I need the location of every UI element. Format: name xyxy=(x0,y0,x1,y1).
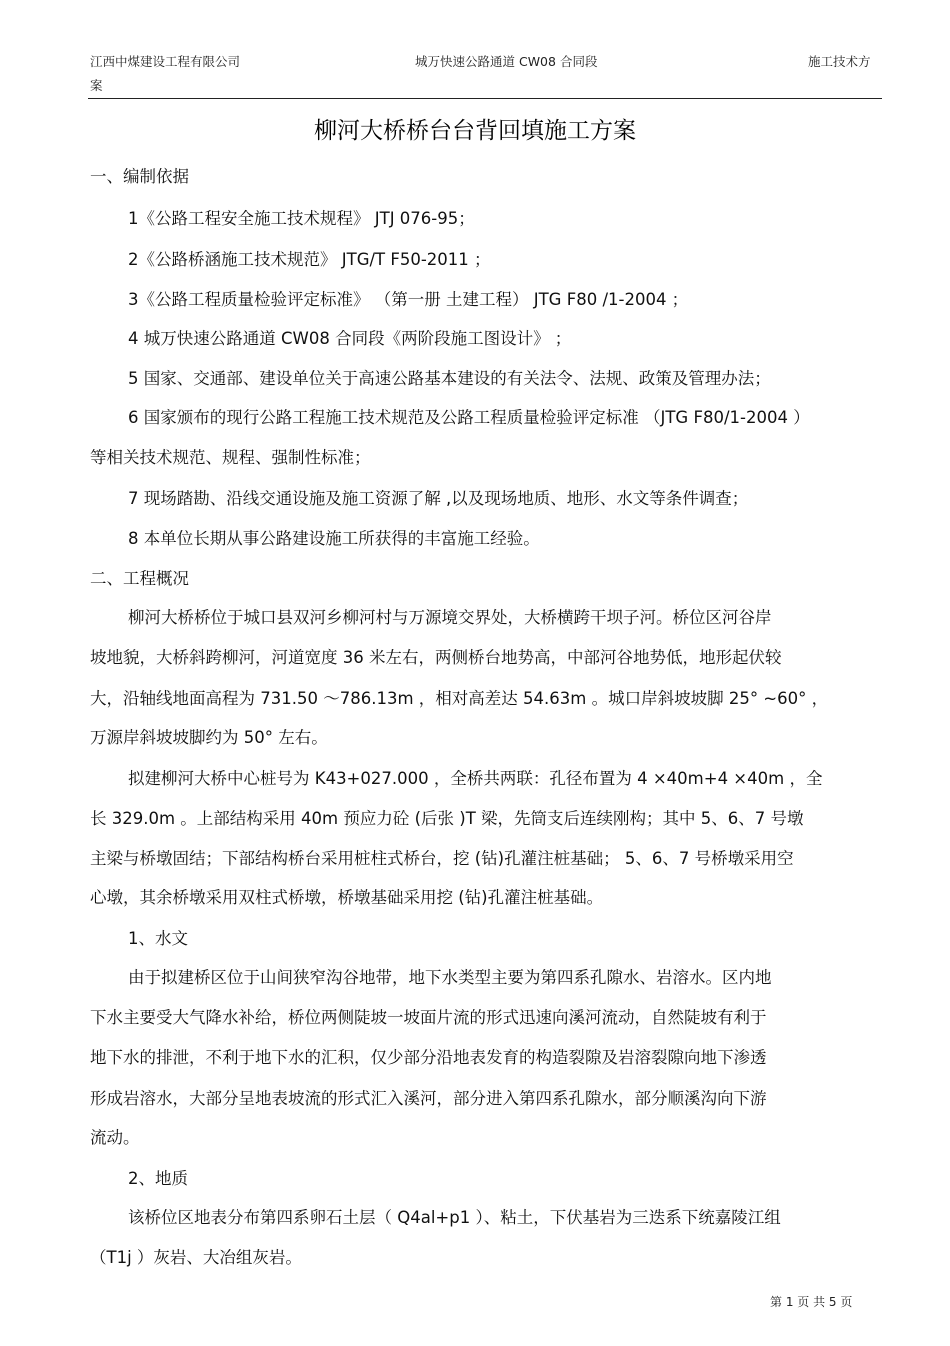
paragraph-line: 坡地貌，大桥斜跨柳河，河道宽度 36 米左右，两侧桥台地势高，中部河谷地势低，地形起伏较 xyxy=(90,648,782,667)
paragraph-line: 由于拟建桥区位于山间狭窄沟谷地带，地下水类型主要为第四系孔隙水、岩溶水。区内地 xyxy=(128,968,772,987)
subsection-heading: 1、水文 xyxy=(128,929,188,948)
paragraph-line: 柳河大桥桥位于城口县双河乡柳河村与万源境交界处，大桥横跨干坝子河。桥位区河谷岸 xyxy=(128,608,772,627)
paragraph-line: 主梁与桥墩固结；下部结构桥台采用桩柱式桥台，挖 (钻)孔灌注桩基础； 5、6、7 号桥墩采用空 xyxy=(90,849,794,868)
paragraph-line: 拟建柳河大桥中心桩号为 K43+027.000 ，全桥共两联：孔径布置为 4 ×40m+4 ×40m ，全 xyxy=(128,769,823,788)
list-item: 3《公路工程质量检验评定标准》 （第一册 土建工程） JTG F80 /1-2004 ； xyxy=(128,290,689,309)
paragraph-line: 形成岩溶水，大部分呈地表坡流的形式汇入溪河，部分进入第四系孔隙水，部分顺溪沟向下游 xyxy=(90,1089,767,1108)
section-heading: 二、工程概况 xyxy=(90,569,189,588)
paragraph-line: 地下水的排泄，不利于地下水的汇积，仅少部分沿地表发育的构造裂隙及岩溶裂隙向地下渗透 xyxy=(90,1048,767,1067)
page-number: 第 1 页 共 5 页 xyxy=(770,1295,853,1309)
page-title: 柳河大桥桥台台背回填施工方案 xyxy=(314,118,636,144)
paragraph-line: （T1j ）灰岩、大冶组灰岩。 xyxy=(90,1248,302,1267)
paragraph-line: 万源岸斜坡坡脚约为 50° 左右。 xyxy=(90,728,328,747)
list-item-continuation: 等相关技术规范、规程、强制性标准； xyxy=(90,448,371,467)
paragraph-line: 下水主要受大气降水补给，桥位两侧陡坡一坡面片流的形式迅速向溪河流动，自然陡坡有利于 xyxy=(90,1008,767,1027)
list-item: 5 国家、交通部、建设单位关于高速公路基本建设的有关法令、法规、政策及管理办法； xyxy=(128,369,771,388)
list-item: 2《公路桥涵施工技术规范》 JTG/T F50-2011 ； xyxy=(128,250,491,269)
paragraph-line: 心墩，其余桥墩采用双柱式桥墩，桥墩基础采用挖 (钻)孔灌注桩基础。 xyxy=(90,888,604,907)
header-doc-type-wrap: 案 xyxy=(90,78,103,93)
header-divider xyxy=(88,98,882,99)
header-company: 江西中煤建设工程有限公司 xyxy=(90,54,241,69)
paragraph-line: 大，沿轴线地面高程为 731.50 ～786.13m ，相对高差达 54.63m 。城口岸斜坡坡脚 25° ~60° ， xyxy=(90,689,829,708)
list-item: 8 本单位长期从事公路建设施工所获得的丰富施工经验。 xyxy=(128,529,540,548)
list-item: 7 现场踏勘、沿线交通设施及施工资源了解 ,以及现场地质、地形、水文等条件调查； xyxy=(128,489,749,508)
list-item: 4 城万快速公路通道 CW08 合同段《两阶段施工图设计》 ； xyxy=(128,329,572,348)
section-heading: 一、编制依据 xyxy=(90,167,189,186)
subsection-heading: 2、地质 xyxy=(128,1169,188,1188)
paragraph-line: 该桥位区地表分布第四系卵石土层（ Q4al+p1 ）、粘土，下伏基岩为三迭系下统嘉陵江组 xyxy=(128,1208,781,1227)
list-item: 6 国家颁布的现行公路工程施工技术规范及公路工程质量检验评定标准 （JTG F80/1-2004 ） xyxy=(128,408,810,427)
paragraph-line: 长 329.0m 。上部结构采用 40m 预应力砼 (后张 )T 梁，先筒支后连续刚构；其中 5、6、7 号墩 xyxy=(90,809,804,828)
header-doc-type: 施工技术方 xyxy=(808,54,871,69)
paragraph-line: 流动。 xyxy=(90,1128,140,1147)
list-item: 1《公路工程安全施工技术规程》 JTJ 076-95； xyxy=(128,209,475,228)
header-project: 城万快速公路通道 CW08 合同段 xyxy=(415,54,598,69)
